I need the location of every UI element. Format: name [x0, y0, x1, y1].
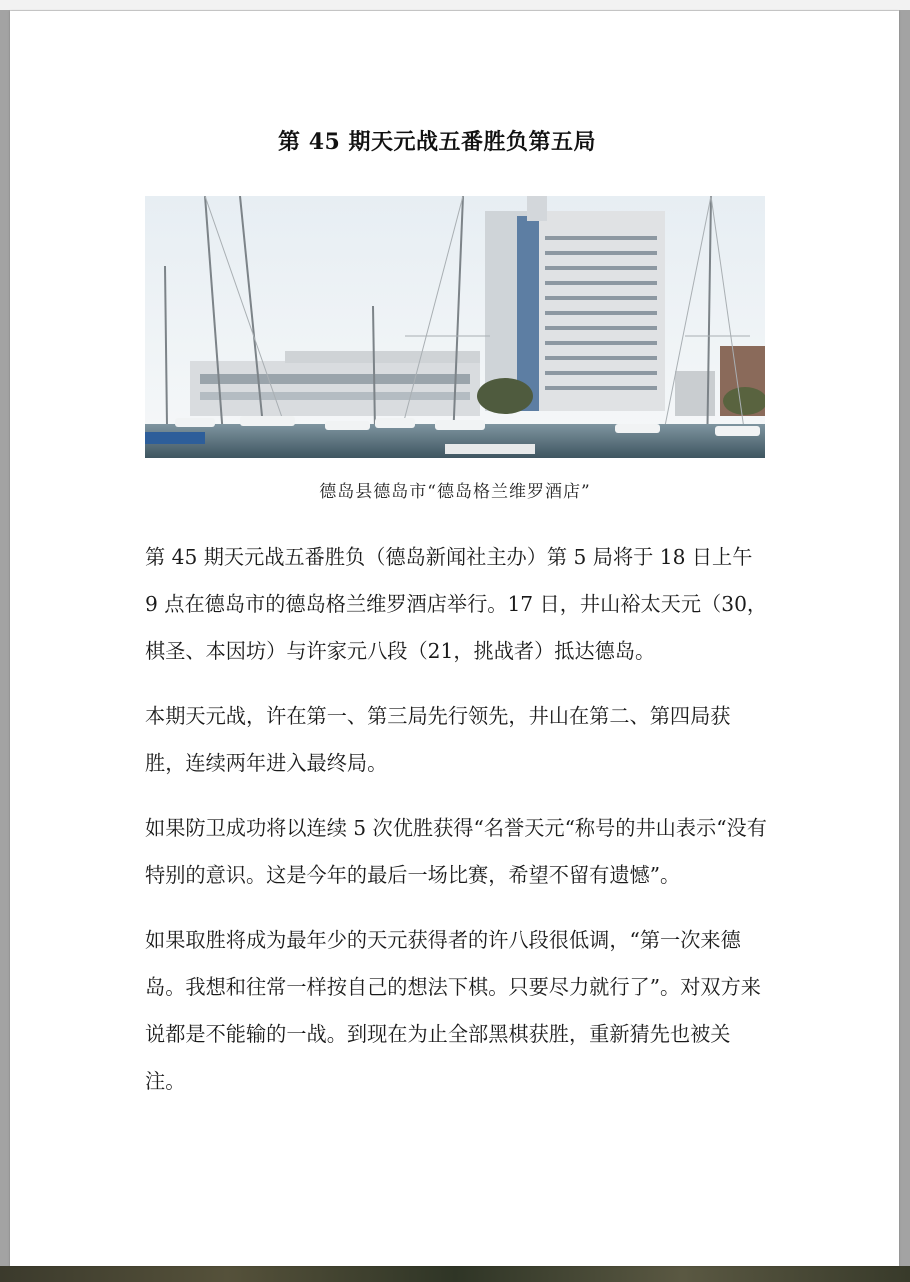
next-page-preview — [0, 1266, 910, 1282]
photo-caption: 德岛县德岛市“德岛格兰维罗酒店” — [319, 482, 591, 502]
article-body — [145, 534, 770, 1123]
document-page — [10, 11, 899, 1266]
viewer-top-strip — [0, 0, 910, 11]
page-title: 第 45 期天元战五番胜负第五局 — [278, 129, 596, 155]
viewer-left-gutter — [0, 10, 10, 1266]
paragraph: 第 45 期天元战五番胜负（德岛新闻社主办）第 5 局将于 18 日上午 9 点在德岛市的德岛格兰维罗酒店举行。17 日，井山裕太天元（30，棋圣、本因坊）与许家元八段（21，挑战者）抵达德岛。 — [145, 545, 768, 663]
viewer-right-gutter — [899, 10, 910, 1266]
hotel-photo — [145, 196, 765, 458]
paragraph: 如果防卫成功将以连续 5 次优胜获得“名誉天元“称号的井山表示“没有特别的意识。这是今年的最后一场比赛，希望不留有遗憾”。 — [145, 816, 767, 887]
paragraph: 如果取胜将成为最年少的天元获得者的许八段很低调，“第一次来德岛。我想和往常一样按自己的想法下棋。只要尽力就行了”。对双方来说都是不能输的一战。到现在为止全部黑棋获胜，重新猜先也被关注。 — [145, 928, 761, 1093]
paragraph: 本期天元战，许在第一、第三局先行领先，井山在第二、第四局获胜，连续两年进入最终局。 — [145, 704, 731, 775]
hotel-harbor-photo-icon — [145, 196, 765, 458]
